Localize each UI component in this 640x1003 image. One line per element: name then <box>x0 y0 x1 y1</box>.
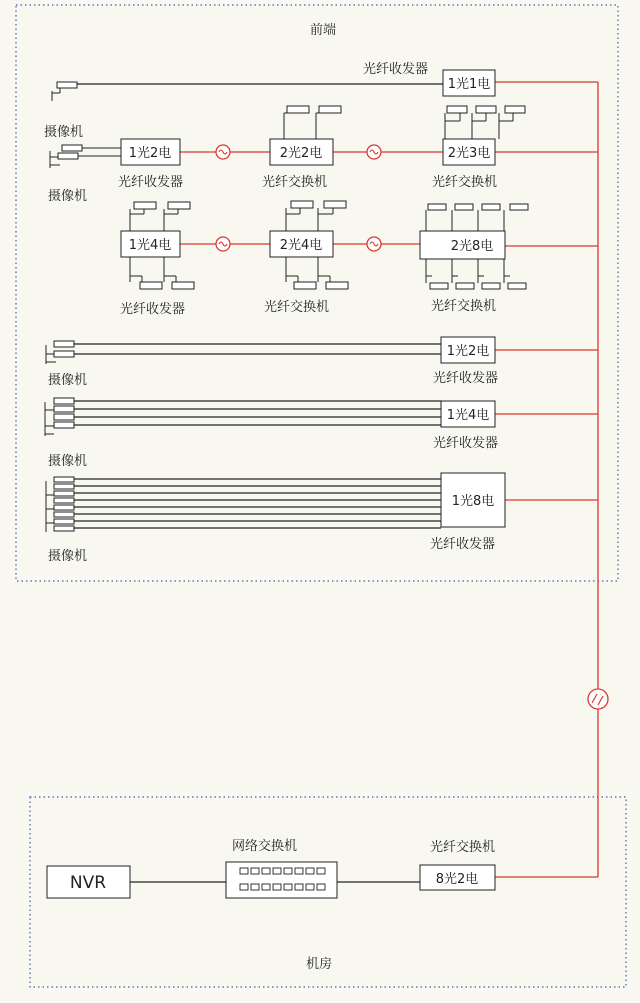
camera-icon <box>164 257 194 289</box>
camera-icon <box>318 257 348 289</box>
camera-icon <box>130 257 162 289</box>
fiber-connector-icon <box>216 145 230 159</box>
device-label: 2光3电 <box>447 146 491 161</box>
camera-icon <box>504 259 526 289</box>
camera-icon <box>316 106 341 139</box>
copper-cable <box>74 479 441 528</box>
camera-icon <box>46 341 74 364</box>
camera-icon <box>445 106 467 139</box>
device-label: 1光4电 <box>446 408 490 423</box>
camera-icon <box>46 477 74 532</box>
fiber-switch-label: 光纤交换机 <box>264 300 330 315</box>
camera-icon <box>284 106 309 139</box>
device-label: 8光2电 <box>435 872 479 887</box>
camera-icon <box>318 201 346 231</box>
camera-label: 摄像机 <box>48 189 88 204</box>
transceiver-label: 光纤收发器 <box>433 436 499 451</box>
device-label: 1光8电 <box>451 494 495 509</box>
fiber-switch-label: 光纤交换机 <box>431 299 497 314</box>
device-label: 2光8电 <box>450 239 494 254</box>
camera-icon <box>164 202 190 231</box>
camera-icon <box>286 257 316 289</box>
transceiver-label: 光纤收发器 <box>120 302 186 317</box>
fiber-connector-icon <box>216 237 230 251</box>
camera-icon <box>472 106 496 139</box>
fiber-switch-label: 光纤交换机 <box>430 840 496 855</box>
camera-label: 摄像机 <box>48 549 88 564</box>
device-label: 1光2电 <box>446 344 490 359</box>
camera-icon <box>50 145 82 168</box>
camera-icon <box>499 106 525 139</box>
copper-cable <box>74 344 441 354</box>
camera-label: 摄像机 <box>48 373 88 388</box>
camera-icon <box>452 204 473 231</box>
camera-icon <box>130 202 156 231</box>
device-label: 2光4电 <box>279 238 323 253</box>
camera-icon <box>478 204 500 231</box>
nvr-label: NVR <box>69 873 107 893</box>
camera-icon <box>45 398 74 436</box>
room-zone-label: 机房 <box>306 957 333 972</box>
fiber-connector-icon <box>367 237 381 251</box>
front-zone-border <box>16 5 618 581</box>
camera-icon <box>286 201 313 231</box>
transceiver-label: 光纤收发器 <box>430 537 496 552</box>
camera-icon <box>452 259 474 289</box>
device-label: 2光2电 <box>279 146 323 161</box>
camera-icon <box>478 259 500 289</box>
front-zone-label: 前端 <box>310 23 337 38</box>
transceiver-label: 光纤收发器 <box>363 62 429 77</box>
camera-label: 摄像机 <box>48 454 88 469</box>
camera-label: 摄像机 <box>44 125 84 140</box>
fiber-switch-label: 光纤交换机 <box>432 175 498 190</box>
transceiver-label: 光纤收发器 <box>433 371 499 386</box>
camera-icon <box>426 259 448 289</box>
transceiver-label: 光纤收发器 <box>118 175 184 190</box>
network-switch-label: 网络交换机 <box>232 839 298 854</box>
camera-icon <box>504 204 528 231</box>
fiber-connector-icon <box>367 145 381 159</box>
device-label: 1光2电 <box>128 146 172 161</box>
copper-cable <box>74 401 441 425</box>
device-label: 1光1电 <box>447 77 491 92</box>
device-label: 1光4电 <box>128 238 172 253</box>
camera-icon <box>52 82 77 101</box>
camera-icon <box>426 204 446 231</box>
network-switch-box <box>226 862 337 898</box>
fiber-switch-label: 光纤交换机 <box>262 175 328 190</box>
fiber-connector-icon <box>588 689 608 709</box>
